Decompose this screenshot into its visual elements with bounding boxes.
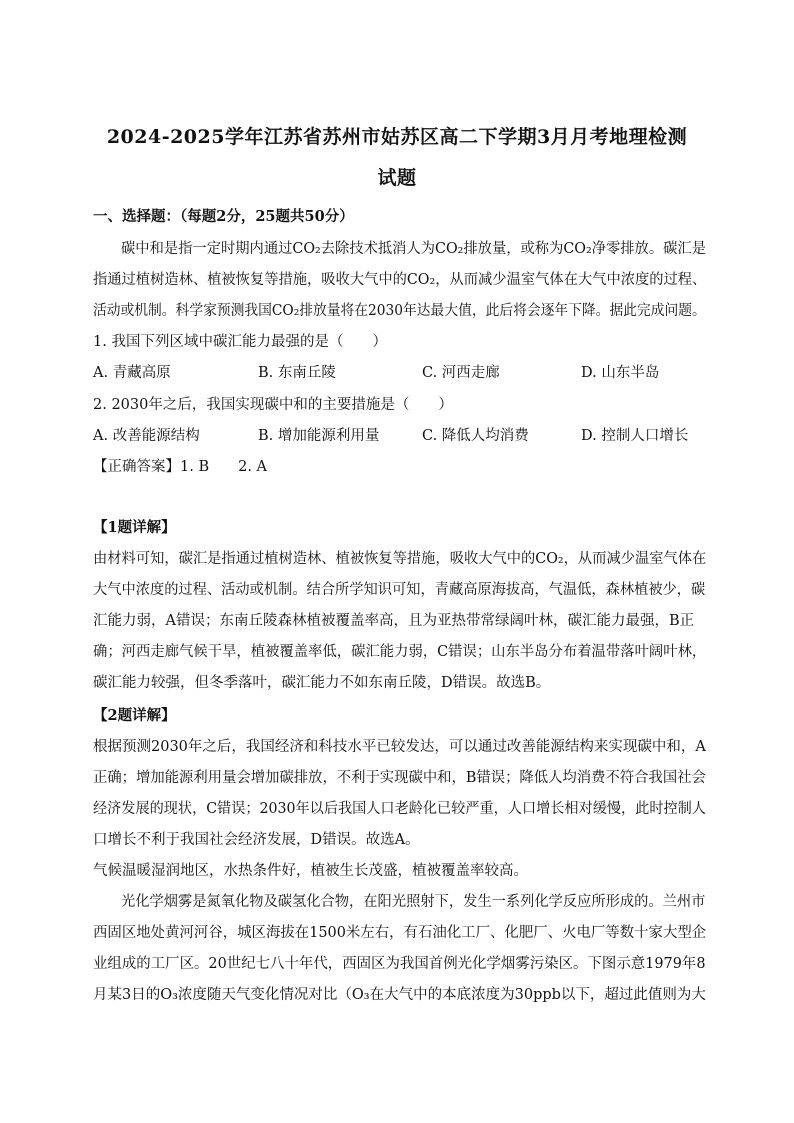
q1-option-b: B. 东南丘陵 — [258, 365, 336, 381]
passage2-line-1: 光化学烟雾是氮氧化物及碳氢化合物，在阳光照射下，发生一系列化学反应所形成的。兰州市 — [121, 894, 706, 910]
detail1-line-1: 由材料可知，碳汇是指通过植树造林、植被恢复等措施，吸收大气中的CO₂，从而减少温室气体在 — [93, 551, 707, 567]
detail1-line-5: 碳汇能力较强，但冬季落叶，碳汇能力不如东南丘陵，D错误。故选B。 — [93, 675, 551, 691]
detail2-line-4: 口增长不利于我国社会经济发展，D错误。故选A。 — [93, 832, 420, 848]
section-heading: 一、选择题：（每题2分，25题共50分） — [93, 208, 354, 225]
detail1-line-3: 汇能力弱，A错误；东南丘陵森林植被覆盖率高，且为亚热带常绿阔叶林，碳汇能力最强，B正 — [93, 613, 695, 629]
detail1-heading: 【1题详解】 — [93, 519, 176, 536]
q2-option-d: D. 控制人口增长 — [581, 428, 689, 444]
detail1-line-4: 确；河西走廊气候干旱，植被覆盖率低，碳汇能力弱，C错误；山东半岛分布着温带落叶阔叶林， — [93, 644, 707, 660]
q2-option-a: A. 改善能源结构 — [93, 428, 200, 444]
title-line-1: 2024-2025学年江苏省苏州市姑苏区高二下学期3月月考地理检测 — [106, 126, 688, 148]
detail2-line-5: 气候温暖湿润地区，水热条件好，植被生长茂盛，植被覆盖率较高。 — [93, 863, 528, 879]
title-line-2: 试题 — [377, 167, 417, 189]
q2-option-b: B. 增加能源利用量 — [258, 428, 380, 444]
q2-option-c: C. 降低人均消费 — [422, 428, 529, 444]
q2-stem: 2. 2030年之后，我国实现碳中和的主要措施是（ ） — [93, 397, 453, 413]
passage2-line-4: 月某3日的O₃浓度随天气变化情况对比（O₃在大气中的本底浓度为30ppb以下，超过此值则为大 — [93, 987, 706, 1003]
passage1-line-1: 碳中和是指一定时期内通过CO₂去除技术抵消人为CO₂排放量，或称为CO₂净零排放。碳汇是 — [121, 241, 706, 257]
detail2-line-1: 根据预测2030年之后，我国经济和科技水平已较发达，可以通过改善能源结构来实现碳中和，A — [93, 739, 706, 755]
passage2-line-3: 业组成的工厂区。20世纪七八十年代，西固区为我国首例光化学烟雾污染区。下图示意1979年8 — [93, 956, 706, 972]
detail1-line-2: 大气中浓度的过程、活动或机制。结合所学知识可知，青藏高原海拔高，气温低，森林植被少，碳 — [93, 582, 706, 598]
detail2-line-2: 正确；增加能源利用量会增加碳排放，不利于实现碳中和，B错误；降低人均消费不符合我国社会 — [93, 770, 706, 786]
passage1-line-2: 指通过植树造林、植被恢复等措施，吸收大气中的CO₂，从而减少温室气体在大气中浓度的过程、 — [93, 272, 707, 288]
q1-option-c: C. 河西走廊 — [422, 365, 500, 381]
answer-key: 【正确答案】1. B 2. A — [93, 459, 268, 475]
q1-option-d: D. 山东半岛 — [581, 365, 660, 381]
q1-stem: 1. 我国下列区域中碳汇能力最强的是（ ） — [93, 334, 387, 350]
passage2-line-2: 西固区地处黄河河谷，城区海拔在1500米左右，有石油化工厂、化肥厂、火电厂等数十家大型企 — [93, 925, 707, 941]
passage1-line-3: 活动或机制。科学家预测我国CO₂排放量将在2030年达最大值，此后将会逐年下降。据此完成问题。 — [93, 303, 706, 319]
detail2-heading: 【2题详解】 — [93, 707, 176, 724]
q1-option-a: A. 青藏高原 — [93, 365, 171, 381]
detail2-line-3: 经济发展的现状，C错误；2030年以后我国人口老龄化已较严重，人口增长相对缓慢，此时控制人 — [93, 801, 706, 817]
